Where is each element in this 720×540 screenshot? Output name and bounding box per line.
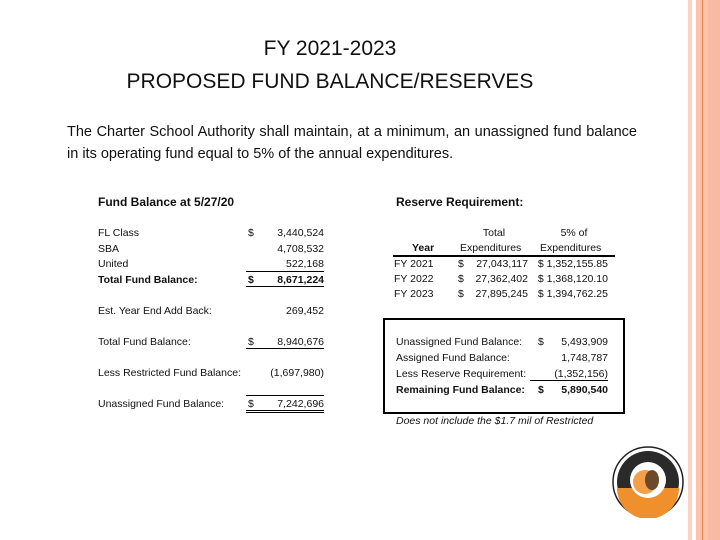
- fund-row-value: 522,168: [286, 258, 324, 270]
- reserve-total: 27,362,402: [475, 273, 528, 285]
- fund-balance-heading: Fund Balance at 5/27/20: [98, 195, 235, 209]
- fund-row-label: Less Restricted Fund Balance:: [98, 367, 241, 379]
- summary-value: 5,493,909: [561, 336, 608, 348]
- reserve-dollar: $: [458, 288, 464, 300]
- cape-coral-charter-school-logo: [612, 446, 684, 518]
- reserve-dollar: $: [458, 258, 464, 270]
- summary-value: 1,748,787: [561, 352, 608, 364]
- reserve-pct: $ 1,368,120.10: [537, 273, 608, 285]
- header-total-2: Expenditures: [460, 242, 522, 254]
- rule: [246, 395, 324, 396]
- header-year: Year: [412, 242, 435, 254]
- note: Does not include the $1.7 mil of Restricted: [396, 415, 594, 427]
- summary-value: (1,352,156): [530, 368, 608, 381]
- reserve-pct: $ 1,352,155.85: [537, 258, 608, 270]
- summary-dollar: $: [538, 336, 544, 348]
- summary-label: Unassigned Fund Balance:: [396, 336, 523, 348]
- summary-label: Assigned Fund Balance:: [396, 352, 510, 364]
- summary-dollar: $: [538, 384, 544, 396]
- header-pct: 5% of: [560, 227, 588, 239]
- title-line2: PROPOSED FUND BALANCE/RESERVES: [126, 70, 534, 93]
- fund-row-dollar: $: [248, 398, 254, 410]
- reserve-year: FY 2022: [394, 273, 434, 285]
- reserve-heading: Reserve Requirement:: [396, 195, 524, 209]
- fund-row-value: 8,671,224: [246, 274, 324, 287]
- fund-row-dollar: $: [248, 336, 254, 348]
- header-pct-2: Expenditures: [540, 242, 602, 254]
- summary-label: Remaining Fund Balance:: [396, 384, 525, 396]
- border-stripe: [708, 0, 720, 540]
- fund-row-value: 3,440,524: [277, 227, 324, 239]
- fund-row-value: 269,452: [286, 305, 324, 317]
- fund-row-value: 4,708,532: [277, 243, 324, 255]
- fund-row-dollar: $: [248, 227, 254, 239]
- fund-row-label: FL Class: [98, 227, 140, 239]
- reserve-year: FY 2021: [394, 258, 434, 270]
- fund-row-value: 8,940,676: [246, 336, 324, 349]
- fund-row-dollar: $: [248, 274, 254, 286]
- title-line1: FY 2021-2023: [263, 37, 397, 60]
- fund-row-label: Unassigned Fund Balance:: [98, 398, 225, 410]
- intro-paragraph: The Charter School Authority shall maintain, at a minimum, an unassigned fund balance in its operating fund equal to 5% of the annual expenditures.: [67, 124, 637, 162]
- reserve-year: FY 2023: [394, 288, 434, 300]
- summary-value: 5,890,540: [561, 384, 608, 396]
- fund-row-label: United: [98, 258, 129, 270]
- summary-box: [383, 318, 625, 414]
- reserve-dollar: $: [458, 273, 464, 285]
- header-rule: [393, 255, 615, 257]
- reserve-total: 27,895,245: [475, 288, 528, 300]
- fund-row-label: Total Fund Balance:: [98, 336, 191, 348]
- reserve-total: 27,043,117: [476, 258, 528, 270]
- fund-row-label: Est. Year End Add Back:: [98, 305, 212, 317]
- fund-row-value: 7,242,696: [246, 398, 324, 413]
- fund-row-value: (1,697,980): [270, 367, 324, 379]
- summary-label: Less Reserve Requirement:: [396, 368, 527, 380]
- reserve-pct: $ 1,394,762.25: [537, 288, 608, 300]
- rule: [246, 271, 324, 272]
- fund-row-label: SBA: [98, 243, 120, 255]
- header-total: Total: [482, 227, 506, 239]
- fund-row-label: Total Fund Balance:: [98, 274, 198, 286]
- border-stripe: [688, 0, 692, 540]
